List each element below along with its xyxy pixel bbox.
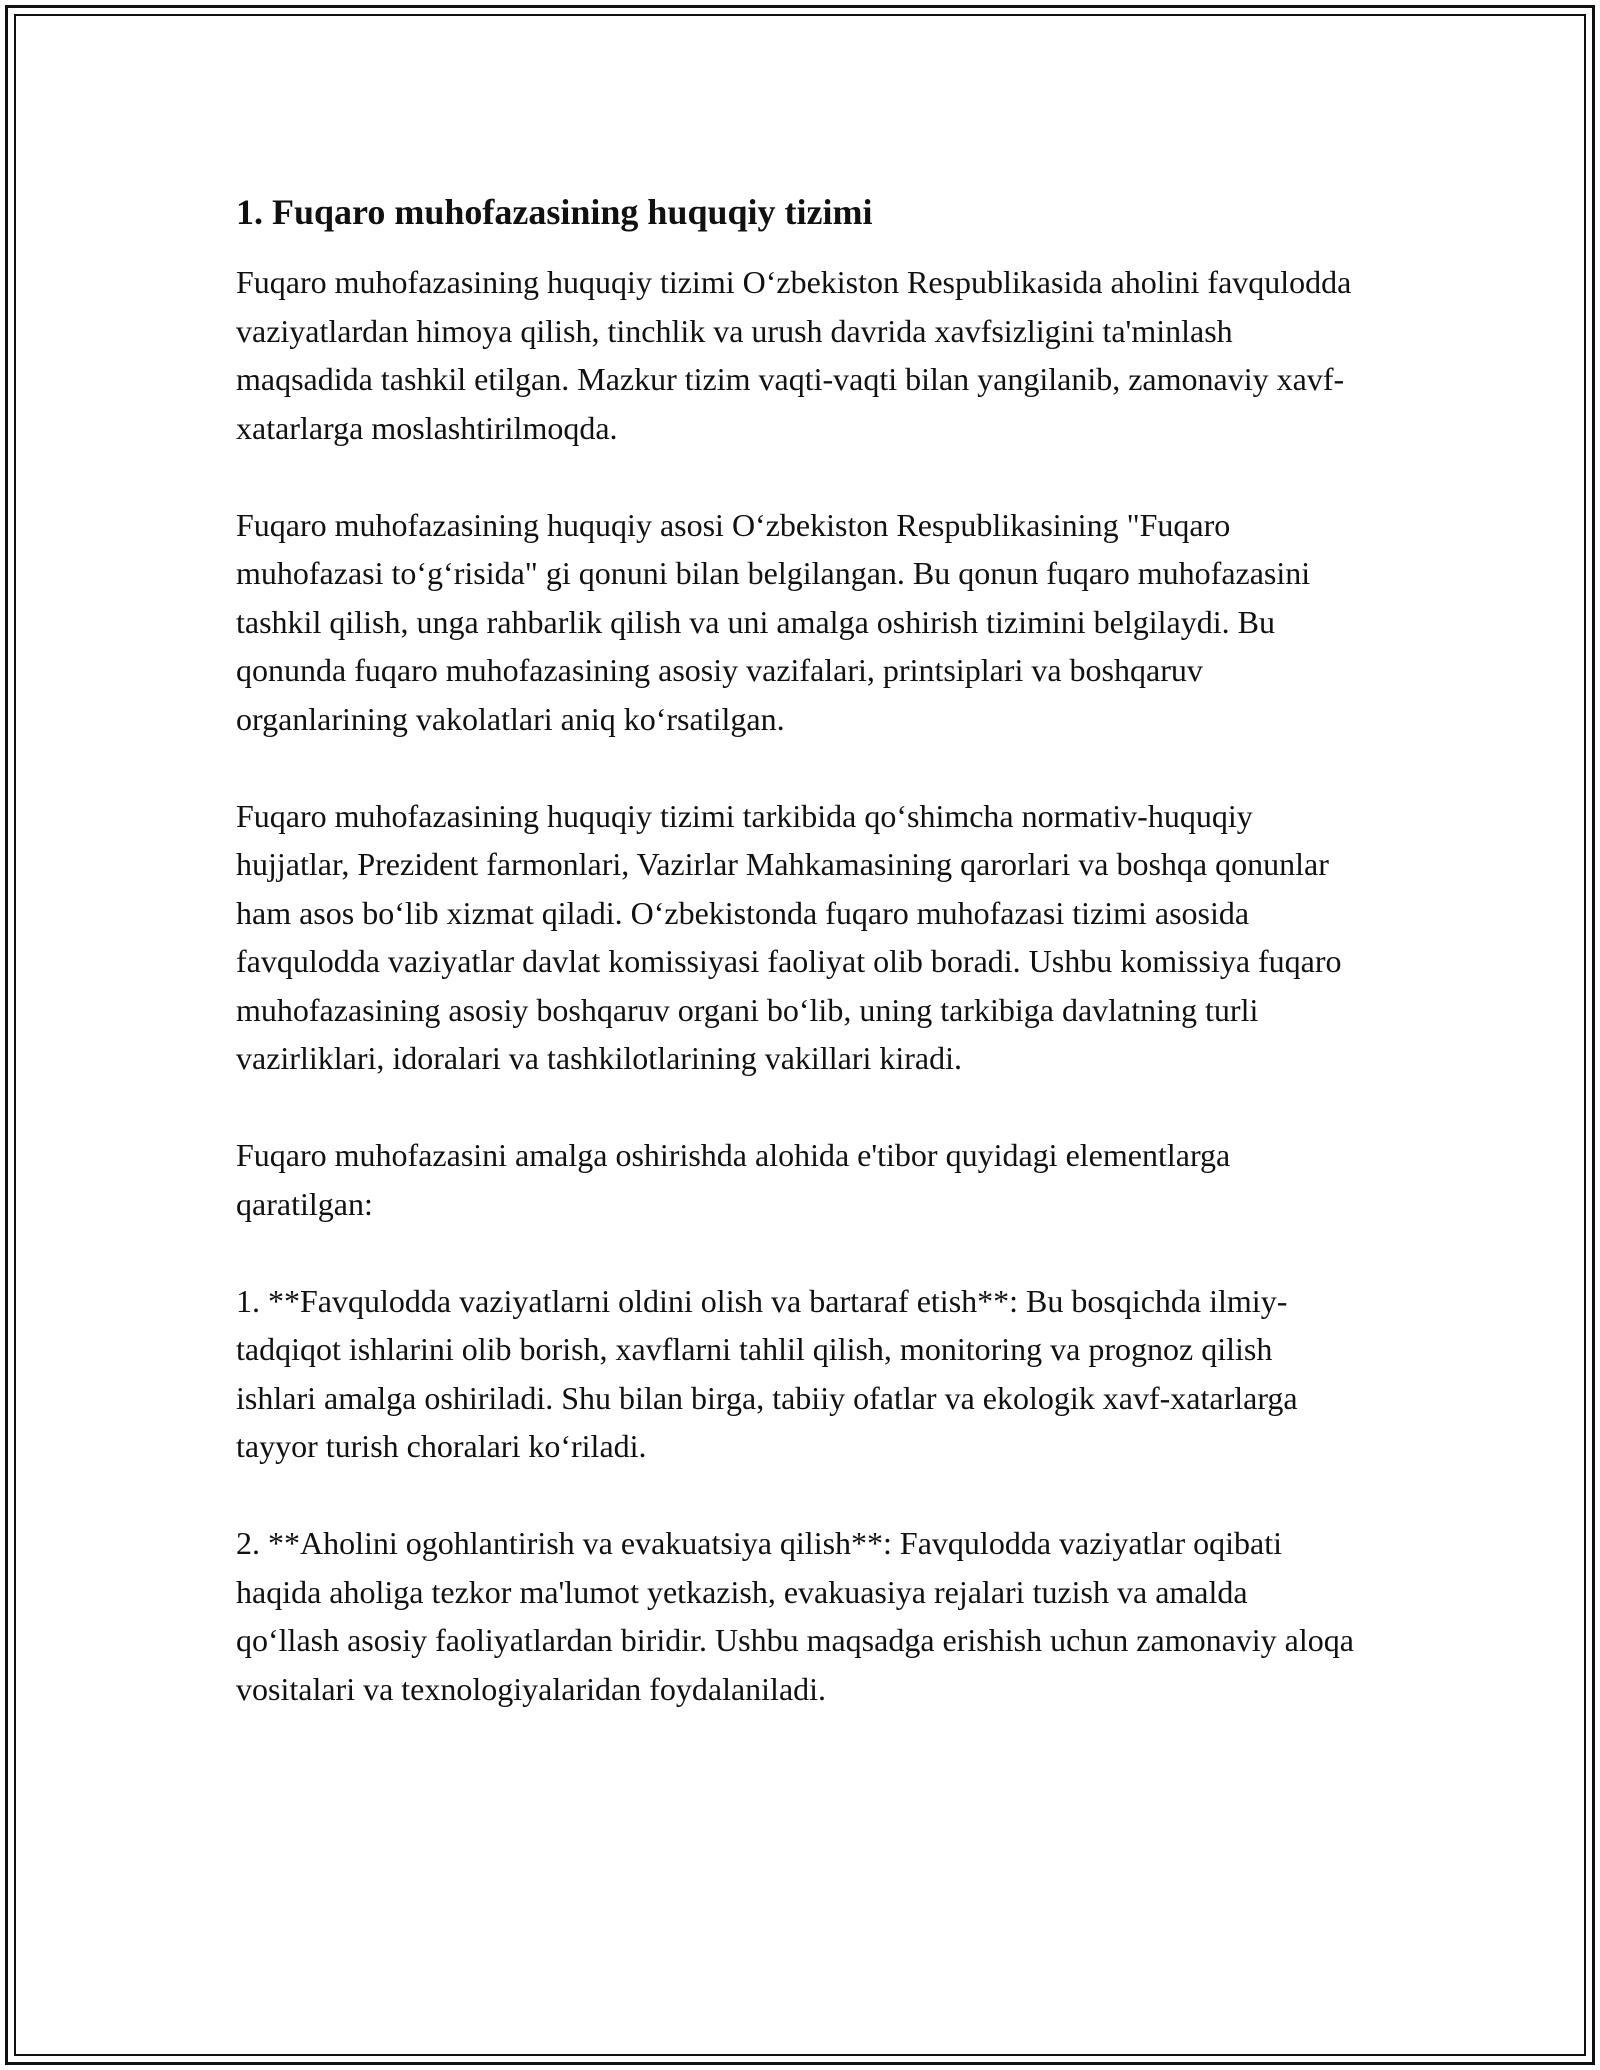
list-item-prevention: 1. **Favqulodda vaziyatlarni oldini olish va bartaraf etish**: Bu bosqichda ilmiy-tadqiqot ishlarini olib borish, xavflarni tahlil qilish, monitoring va prognoz qilish ishlari amalga oshiriladi. Shu bilan birga, tabiiy ofatlar va ekologik xavf-xatarlarga tayyor turish choralari ko‘riladi. xyxy=(236,1282,1298,1464)
paragraph-intro: Fuqaro muhofazasining huquqiy tizimi O‘zbekiston Respublikasida aholini favqulodda vaziyatlardan himoya qilish, tinchlik va urush davrida xavfsizligini ta'minlash maqsadida tashkil etilgan. Mazkur tizim vaqti-vaqti bilan yangilanib, zamonaviy xavf-xatarlarga moslashtirilmoqda. xyxy=(236,264,1352,446)
paragraph-legal-basis: Fuqaro muhofazasining huquqiy asosi O‘zbekiston Respublikasining "Fuqaro muhofazasi to‘g‘risida" gi qonuni bilan belgilangan. Bu qonun fuqaro muhofazasini tashkil qilish, unga rahbarlik qilish va uni amalga oshirish tizimini belgilaydi. Bu qonunda fuqaro muhofazasining asosiy vazifalari, printsiplari va boshqaruv organlarining vakolatlari aniq ko‘rsatilgan. xyxy=(236,506,1311,737)
document-body xyxy=(236,186,1356,1762)
section-heading: 1. Fuqaro muhofazasining huquqiy tizimi xyxy=(236,192,873,232)
paragraph-legal-system-structure: Fuqaro muhofazasining huquqiy tizimi tarkibida qo‘shimcha normativ-huquqiy hujjatlar, Prezident farmonlari, Vazirlar Mahkamasining qarorlari va boshqa qonunlar ham asos bo‘lib xizmat qiladi. O‘zbekistonda fuqaro muhofazasi tizimi asosida favqulodda vaziyatlar davlat komissiyasi faoliyat olib boradi. Ushbu komissiya fuqaro muhofazasining asosiy boshqaruv organi bo‘lib, uning tarkibiga davlatning turli vazirliklari, idoralari va tashkilotlarining vakillari kiradi. xyxy=(236,797,1342,1076)
paragraph-elements-intro: Fuqaro muhofazasini amalga oshirishda alohida e'tibor quyidagi elementlarga qaratilgan: xyxy=(236,1137,1231,1222)
list-item-warning-evacuation: 2. **Aholini ogohlantirish va evakuatsiya qilish**: Favqulodda vaziyatlar oqibati haqida aholiga tezkor ma'lumot yetkazish, evakuasiya rejalari tuzish va amalda qo‘llash asosiy faoliyatlardan biridir. Ushbu maqsadga erishish uchun zamonaviy aloqa vositalari va texnologiyalaridan foydalaniladi. xyxy=(236,1525,1354,1707)
